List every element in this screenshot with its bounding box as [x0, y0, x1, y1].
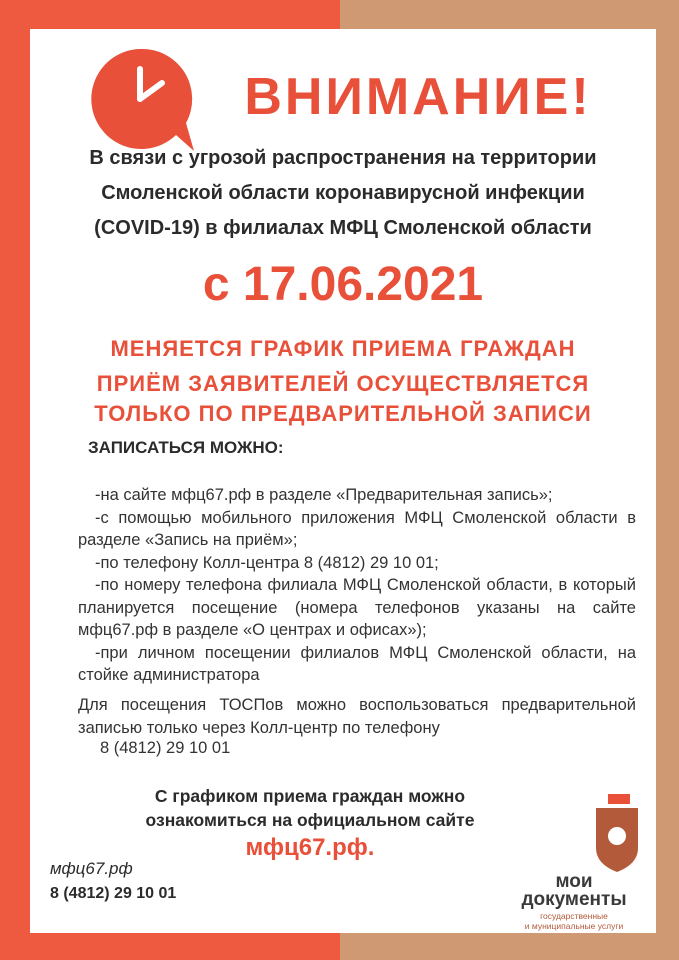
- moi-dokumenty-logo: [504, 873, 644, 931]
- intro-line: (COVID-19) в филиалах МФЦ Смоленской области: [94, 217, 592, 239]
- signup-methods-list: [78, 484, 636, 687]
- logo-line: документы: [521, 889, 627, 910]
- list-item: -по номеру телефона филиала МФЦ Смоленской области, в который планируется посещение (номера телефонов указаны на сайте мфц67.рф в разделе «О центрах и офисах»);: [78, 576, 636, 639]
- intro-text: [50, 141, 636, 246]
- appointment-only-line: ПРИЁМ ЗАЯВИТЕЛЕЙ ОСУЩЕСТВЛЯЕТСЯ: [96, 371, 590, 396]
- intro-line: Смоленской области коронавирусной инфекции: [101, 182, 585, 204]
- footer-phone: 8 (4812) 29 10 01: [50, 885, 177, 902]
- footer-site[interactable]: мфц67.рф: [50, 859, 133, 878]
- appointment-only-line: ТОЛЬКО ПО ПРЕДВАРИТЕЛЬНОЙ ЗАПИСИ: [94, 401, 592, 426]
- list-item: -на сайте мфц67.рф в разделе «Предварительная запись»;: [95, 486, 553, 504]
- list-item: -по телефону Колл-центра 8 (4812) 29 10 01;: [95, 553, 439, 572]
- smolensk-coat-of-arms-icon: [592, 792, 642, 874]
- signup-label: ЗАПИСАТЬСЯ МОЖНО:: [88, 438, 284, 457]
- page-title: ВНИМАНИЕ!: [244, 68, 592, 126]
- logo-line: мои: [555, 871, 593, 892]
- list-item: -при личном посещении филиалов МФЦ Смоленской области, на стойке администратора: [78, 643, 636, 684]
- schedule-notice: [130, 784, 490, 832]
- intro-line: В связи с угрозой распространения на территории: [89, 147, 597, 169]
- schedule-change-heading: МЕНЯЕТСЯ ГРАФИК ПРИЕМА ГРАЖДАН: [110, 336, 576, 361]
- emblem-mark: [608, 827, 626, 845]
- tospov-phone: 8 (4812) 29 10 01: [100, 739, 231, 757]
- list-item: -с помощью мобильного приложения МФЦ Смоленской области в разделе «Запись на приём»;: [78, 508, 636, 549]
- poster-card: [30, 29, 656, 933]
- emblem-crown: [608, 794, 630, 804]
- notice-line: С графиком приема граждан можно: [154, 786, 466, 806]
- logo-caption-line: государственные: [540, 911, 608, 921]
- logo-caption-line: и муниципальные услуги: [524, 921, 624, 931]
- notice-line: ознакомиться на официальном сайте: [145, 810, 475, 830]
- appointment-only-heading: [30, 369, 656, 429]
- official-site-link[interactable]: мфц67.рф.: [245, 834, 375, 861]
- logo-caption: [504, 911, 644, 931]
- effective-date: с 17.06.2021: [202, 258, 484, 311]
- tospov-note: Для посещения ТОСПов можно воспользоваться предварительной записью только через Колл-центр по телефону: [78, 696, 636, 737]
